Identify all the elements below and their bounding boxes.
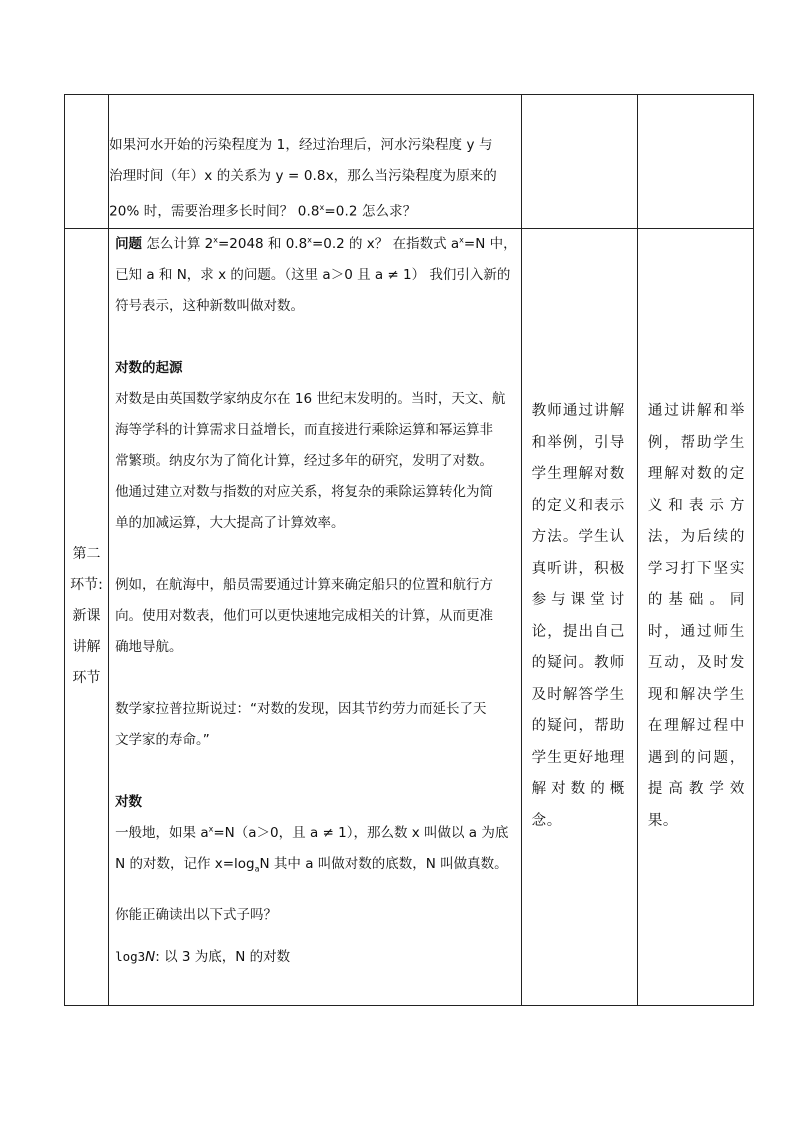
intro-line-3: 20% 时，需要治理多长时间？ $0.8^x=0.2$ 怎么求？ <box>109 203 417 220</box>
definition-line-2: N 的对数，记作 $x=\log_aN$ 其中 a 叫做对数的底数，N 叫做真数。 <box>115 855 508 874</box>
log-expression: log3N: 以 3 为底，N 的对数 <box>115 948 291 965</box>
teacher-activity: 教师通过讲解和举例，引导学生理解对数的定义和表示方法。学生认真听讲，积极参与课堂讨论，提出自己的疑问。教师及时解答学生的疑问，帮助学生更好地理解对数的概念。 <box>521 228 637 1005</box>
problem-line-3: 符号表示，这种新数叫做对数。 <box>115 297 305 314</box>
quote-line: 文学家的寿命。” <box>115 731 210 748</box>
problem-line-2: 已知 a 和 N，求 x 的问题。（这里 a＞0 且 a ≠ 1） 我们引入新的 <box>115 266 511 283</box>
problem-line-1: 问题 怎么计算 $2^x=2048$ 和 $0.8^x=0.2$ 的 x？ 在指数式 $a^x=N$ 中， <box>115 235 517 252</box>
definition-heading: 对数 <box>115 793 143 810</box>
stage-label: 第二 环节: 新课 讲解 环节 <box>65 228 109 1005</box>
lesson-plan-table <box>64 94 754 1006</box>
origin-line: 常繁琐。纳皮尔为了简化计算，经过多年的研究，发明了对数。 <box>115 452 494 469</box>
intro-content-cell <box>109 95 522 229</box>
origin-line: 他通过建立对数与指数的对应关系，将复杂的乘除运算转化为简 <box>115 483 494 500</box>
example-line: 向。使用对数表，他们可以更快速地完成相关的计算，从而更准 <box>115 607 494 624</box>
intro-activity-cell <box>521 95 637 229</box>
example-line: 确地导航。 <box>115 638 183 655</box>
design-intent: 通过讲解和举例，帮助学生理解对数的定义和表示方法，为后续的学习打下坚实的基础。同时，通过师生互动，及时发现和解决学生在理解过程中遇到的问题，提高教学效果。 <box>637 228 753 1005</box>
intro-line-1: 如果河水开始的污染程度为 1，经过治理后，河水污染程度 y 与 <box>109 137 493 153</box>
origin-line: 单的加减运算，大大提高了计算效率。 <box>115 514 345 531</box>
intro-row <box>65 95 754 229</box>
lesson-content <box>109 228 522 1005</box>
example-line: 例如，在航海中，船员需要通过计算来确定船只的位置和航行方 <box>115 576 494 593</box>
definition-line-1: 一般地，如果 $a^x=N(a>0$，且 a ≠ 1），那么数 x 叫做以 a 为底 <box>115 824 509 841</box>
reading-question: 你能正确读出以下式子吗？ <box>115 906 278 923</box>
intro-line-2: 治理时间（年）x 的关系为 y = 0.8x，那么当污染程度为原来的 <box>109 168 497 184</box>
origin-line: 海等学科的计算需求日益增长，而直接进行乘除运算和幂运算非 <box>115 421 494 438</box>
origin-line: 对数是由英国数学家纳皮尔在 16 世纪末发明的。当时，天文、航 <box>115 390 506 407</box>
origin-heading: 对数的起源 <box>115 359 183 376</box>
quote-line: 数学家拉普拉斯说过：“对数的发现，因其节约劳力而延长了天 <box>115 700 487 717</box>
main-row <box>65 228 754 1005</box>
intro-intent-cell <box>637 95 753 229</box>
